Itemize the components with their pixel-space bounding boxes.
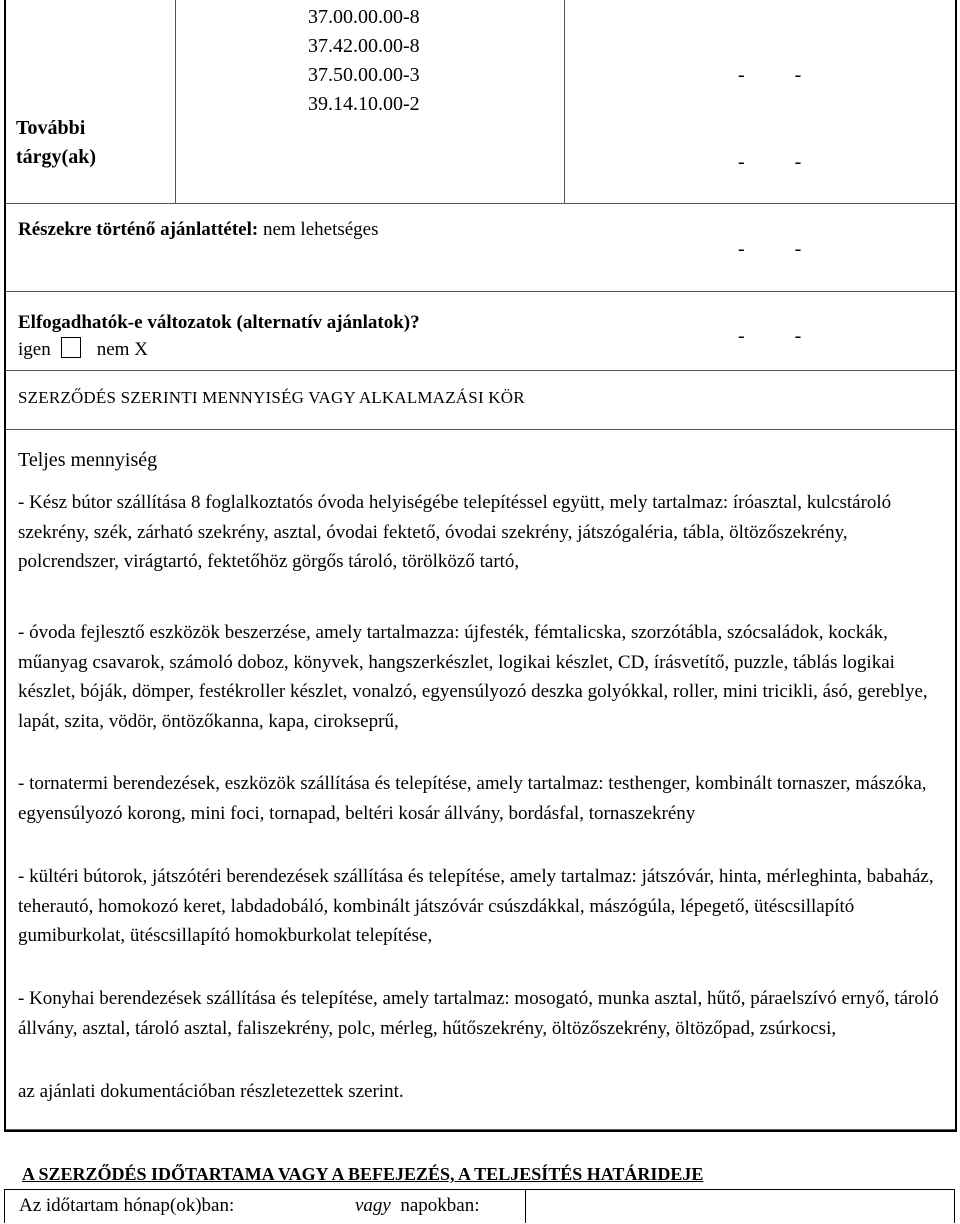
other-items-label-line1: További	[16, 117, 86, 139]
contract-scope-subheading: Teljes mennyiség	[18, 449, 158, 471]
supplementary-code: - -	[738, 64, 802, 86]
cpv-code: 39.14.10.00-2	[308, 93, 420, 115]
no-label: nem	[96, 339, 130, 360]
contract-scope-heading: SZERZŐDÉS SZERINTI MENNYISÉG VAGY ALKALMAZÁSI KÖR	[18, 388, 525, 407]
partial-offers-section	[6, 204, 955, 292]
scope-paragraph-furniture: - Kész bútor szállítása 8 foglalkoztatós óvoda helyiségébe telepítéssel együtt, mely tartalmaz: íróasztal, kulcstároló szekrény, szék, zárható szekrény, asztal, óvodai fektető, óvodai szekrény, játszógaléria, tábla, öltözőszekrény, polcrendszer, virágtartó, fektetőhöz görgős tároló, törölköző tartó,	[18, 492, 892, 572]
duration-months-label: Az időtartam hónap(ok)ban:	[19, 1195, 235, 1216]
duration-days-label: napokban:	[400, 1195, 480, 1216]
duration-heading: A SZERZŐDÉS IDŐTARTAMA VAGY A BEFEJEZÉS, A TELJESÍTÉS HATÁRIDEJE	[22, 1164, 704, 1184]
supplementary-code: - -	[738, 238, 802, 260]
scope-paragraph-development-tools: - óvoda fejlesztő eszközök beszerzése, amely tartalmazza: újfesték, fémtalicska, szorzótábla, szócsaládok, kockák, műanyag csavarok, számoló doboz, könyvek, hangszerkészlet, logikai készlet, CD, írásvetítő, puzzle, táblás logikai készlet, bóják, dömper, festékroller készlet, vonalzó, egyensúlyozó deszka golyókkal, roller, mini tricikli, ásó, gereblye, lapát, szita, vödör, öntözőkanna, kapa, cirokseprű,	[18, 622, 928, 732]
alternative-offers-options	[18, 335, 148, 365]
scope-paragraph-outdoor-equipment: - kültéri bútorok, játszótéri berendezések szállítása és telepítése, amely tartalmaz: játszóvár, hinta, mérleghinta, babaház, teherautó, homokozó keret, labdadobáló, kombinált játszóvár csúszdákkal, mászógúla, lépegető, ütéscsillapító gumiburkolat, ütéscsillapító homokburkolat telepítése,	[18, 866, 934, 946]
no-mark: X	[134, 339, 148, 360]
other-items-label-line2: tárgy(ak)	[16, 146, 96, 168]
form-frame	[4, 0, 957, 1132]
cpv-codes-cell	[176, 0, 565, 203]
scope-divider	[6, 429, 955, 430]
supplementary-codes-cell	[565, 0, 955, 347]
other-items-label	[16, 114, 96, 172]
partial-offers-value: nem lehetséges	[262, 219, 379, 240]
alternative-offers-section	[6, 292, 955, 371]
scope-paragraph-closing: az ajánlati dokumentációban részletezettek szerint.	[18, 1081, 404, 1102]
scope-paragraph-kitchen-equipment: - Konyhai berendezések szállítása és telepítése, amely tartalmaz: mosogató, munka asztal, hűtő, páraelszívó ernyő, tároló állvány, asztal, tároló asztal, faliszekrény, polc, mérleg, hűtőszekrény, öltözőszekrény, öltözőpad, zsúrkocsi,	[18, 988, 939, 1039]
supplementary-code: - -	[738, 325, 802, 347]
scope-paragraph-gym-equipment: - tornatermi berendezések, eszközök szállítása és telepítése, amely tartalmaz: testhenger, kombinált tornaszer, mászóka, egyensúlyozó korong, mini foci, tornapad, beltéri kosár állvány, bordásfal, tornaszekrény	[18, 773, 927, 824]
duration-box	[4, 1189, 955, 1223]
duration-separator	[525, 1190, 526, 1223]
contract-scope-section	[6, 371, 955, 1130]
cpv-code: 37.00.00.00-8	[308, 6, 420, 28]
duration-days-wrap	[355, 1191, 480, 1221]
supplementary-code: - -	[738, 151, 802, 173]
duration-or-label: vagy	[355, 1195, 391, 1216]
partial-offers-line	[18, 215, 379, 245]
yes-label: igen	[18, 339, 51, 360]
alternative-offers-label: Elfogadhatók-e változatok (alternatív ajánlatok)?	[18, 312, 420, 333]
cpv-codes-list	[308, 3, 420, 119]
yes-checkbox[interactable]	[61, 337, 81, 358]
cpv-code: 37.42.00.00-8	[308, 35, 420, 57]
other-items-label-cell	[6, 0, 176, 203]
cpv-code: 37.50.00.00-3	[308, 64, 420, 86]
partial-offers-label: Részekre történő ajánlattétel:	[18, 219, 259, 240]
